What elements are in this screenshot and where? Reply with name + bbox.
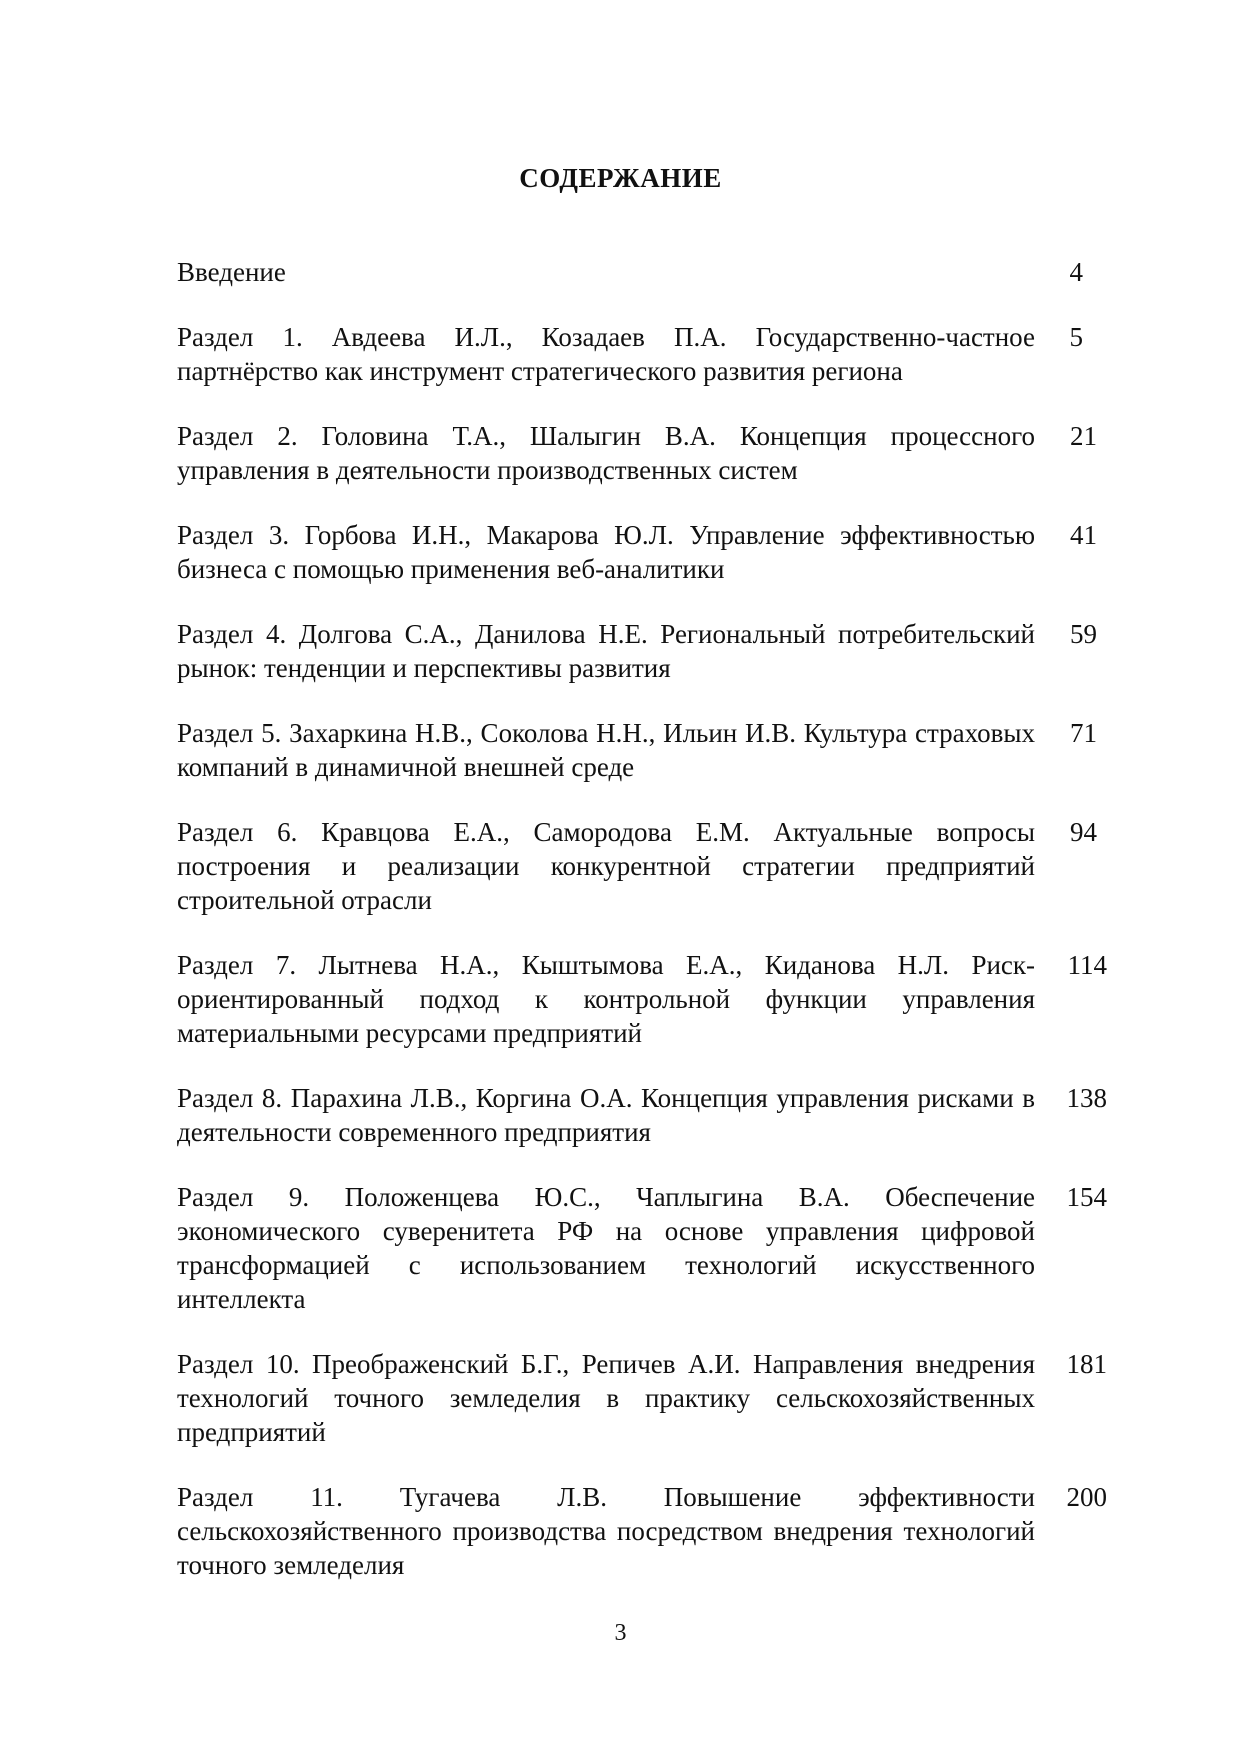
toc-entry [177,1480,1107,1582]
toc-entry [177,1180,1107,1316]
toc-title: СОДЕРЖАНИЕ [519,163,722,193]
toc-entry-page: 41 [1070,520,1097,550]
toc-entry [177,1081,1107,1149]
toc-entry-page: 181 [1066,1349,1107,1379]
toc-entry-text: Раздел 1. Авдеева И.Л., Козадаев П.А. Государственно-частное партнёрство как инструмент стратегического развития региона [177,322,1035,386]
toc-entry-text: Раздел 3. Горбова И.Н., Макарова Ю.Л. Управление эффективностью бизнеса с помощью применения веб-аналитики [177,520,1035,584]
toc-entry-page: 114 [1067,950,1107,980]
toc-entry [177,617,1107,685]
toc-entry-page: 138 [1066,1083,1107,1113]
toc-entry-text: Раздел 4. Долгова С.А., Данилова Н.Е. Региональный потребительский рынок: тенденции и перспективы развития [177,619,1035,683]
toc-entry [177,948,1107,1050]
toc-entry [177,255,1107,289]
toc-entry-text: Раздел 11. Тугачева Л.В. Повышение эффективности сельскохозяйственного производства посредством внедрения технологий точного земледелия [177,1482,1035,1580]
toc-entry [177,419,1107,487]
toc-entry-text: Раздел 7. Лытнева Н.А., Кыштымова Е.А., Киданова Н.Л. Риск-ориентированный подход к контрольной функции управления материальными ресурсами предприятий [177,950,1035,1048]
toc-entry-page: 154 [1066,1182,1107,1212]
toc-entry [177,518,1107,586]
toc-entry-page: 4 [1069,257,1083,287]
toc-entry-text: Введение [177,257,286,287]
toc-entry-page: 5 [1069,322,1083,352]
toc-entry-text: Раздел 8. Парахина Л.В., Коргина О.А. Концепция управления рисками в деятельности современного предприятия [177,1083,1035,1147]
page-number: 3 [614,1620,627,1646]
toc-entry-page: 59 [1070,619,1097,649]
toc-list [177,255,1107,1613]
toc-entry-text: Раздел 9. Положенцева Ю.С., Чаплыгина В.А. Обеспечение экономического суверенитета РФ на основе управления цифровой трансформацией с использованием технологий искусственного интеллекта [177,1182,1035,1314]
toc-entry-page: 94 [1070,817,1097,847]
toc-entry-page: 71 [1070,718,1097,748]
toc-entry [177,815,1107,917]
toc-entry-text: Раздел 2. Головина Т.А., Шалыгин В.А. Концепция процессного управления в деятельности производственных систем [177,421,1035,485]
toc-entry [177,1347,1107,1449]
toc-entry [177,716,1107,784]
toc-entry [177,320,1107,388]
toc-entry-page: 200 [1066,1482,1107,1512]
toc-entry-page: 21 [1070,421,1097,451]
toc-entry-text: Раздел 5. Захаркина Н.В., Соколова Н.Н., Ильин И.В. Культура страховых компаний в динамичной внешней среде [177,718,1035,782]
toc-entry-text: Раздел 6. Кравцова Е.А., Самородова Е.М. Актуальные вопросы построения и реализации конкурентной стратегии предприятий строительной отрасли [177,817,1035,915]
toc-entry-text: Раздел 10. Преображенский Б.Г., Репичев А.И. Направления внедрения технологий точного земледелия в практику сельскохозяйственных предприятий [177,1349,1035,1447]
